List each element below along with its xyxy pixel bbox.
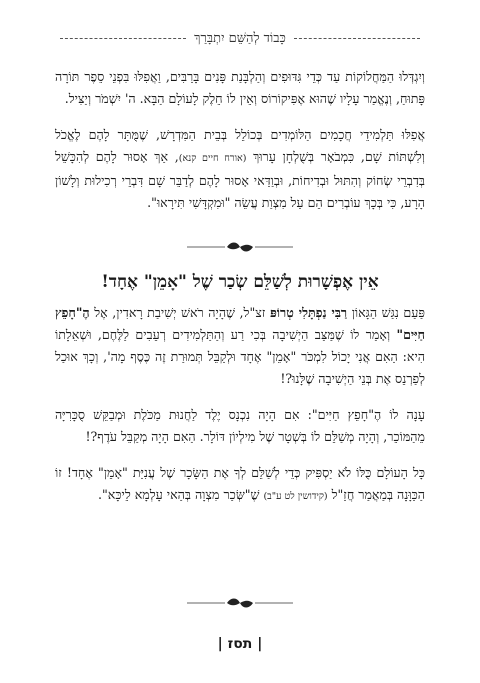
paragraph: כָּל הָעוֹלָם כֻּלּוֹ לֹא יַסְפִּיק כְּדֵי לְשַׁלֵּם לְךָ אֶת הַשָּׂכָר שֶׁל עֲנִיַּת "אָמֵן" אֶחָד! זוֹ הַכַּוָּנָה בְּמַאֲמַר חֲזַ"ל (קידושין לט ע"ב) שֶׁ"שְּׂכַר מִצְוָה בְּהַאי עָלְמָא לֵיכָּא". bbox=[55, 465, 425, 502]
source-reference: (אורח חיים קנא) bbox=[178, 153, 247, 164]
section-title: אֵין אֶפְשָׁרוּת לְשַׁלֵּם שְׂכַר שֶׁל "אָמֵן" אֶחָד! bbox=[101, 272, 379, 292]
page-number: | תסז | bbox=[217, 636, 263, 652]
header-dashed-line-right bbox=[294, 38, 420, 39]
body-text-top bbox=[55, 66, 425, 228]
body-text-bottom bbox=[55, 302, 425, 522]
ornamental-divider bbox=[185, 240, 295, 254]
paragraph: וְיִגְדְּלוּ הַמַּחֲלוֹקוֹת עַד כְּדֵי גִּדּוּפִים וְהַלְבָּנַת פָּנִים בָּרַבִּים, וַאֲפִלּוּ בִּפְנֵי סֵפֶר תּוֹרָה פָּתוּחַ, וְנֶאֱמַר עָלָיו שֶׁהוּא אֶפִּיקוֹרוֹס וְאֵין לוֹ חֵלֶק לָעוֹלָם הַבָּא. ה' יִשְׁמֹר וְיַצִּיל. bbox=[55, 69, 425, 106]
source-reference: (קידושין לט ע"ב) bbox=[263, 491, 328, 502]
bold-name: רַבִּי נַפְתָּלִי טְרוֹפּ bbox=[269, 305, 348, 320]
ornamental-divider bbox=[185, 596, 295, 610]
header-dashed-line-left bbox=[60, 38, 186, 39]
divider-ornament-icon bbox=[185, 240, 295, 254]
paragraph: עָנָה לוֹ הֶ"חָפֵץ חַיִּים": אִם הָיָה נִכְנָס יֶלֶד לַחֲנוּת מַכֹּלֶת וּמְבַקֵּשׁ סֻכָּרִיָּה מֵהַמּוֹכֵר, וְהָיָה מְשַׁלֵּם לוֹ בְּשְׁטָר שֶׁל מִילְיוֹן דּוֹלָר. הַאִם הָיָה מְקַבֵּל עֹדֶף?! bbox=[55, 407, 425, 444]
running-header-title: כָּבוֹד לְהַשֵּׁם יִתְבָּרַךְ bbox=[194, 31, 286, 46]
bold-name: הֶ"חָפֵץ חַיִּים" bbox=[55, 305, 425, 342]
paragraph: פַּעַם נִגַּשׁ הַגָּאוֹן רַבִּי נַפְתָּלִי טְרוֹפּ זצ"ל, שֶׁהָיָה רֹאשׁ יְשִׁיבַת רָאדִין, אֶל הֶ"חָפֵץ חַיִּים" וְאָמַר לוֹ שֶׁמַּצַּב הַיְשִׁיבָה בְּכִי רַע וְהַתַּלְמִידִים רְעֵבִים לַלֶּחֶם, וּשְׁאֵלָתוֹ הִיא: הַאִם אֲנִי יָכוֹל לִמְכֹּר "אָמֵן" אֶחָד וּלְקַבֵּל תְּמוּרַת זֶה כֶּסֶף מָה', וְכָךְ אוּכַל לְפַרְנֵס אֶת בְּנֵי הַיְשִׁיבָה שֶׁלָּנוּ?! bbox=[55, 305, 425, 386]
paragraph: אֲפִלּוּ תַּלְמִידֵי חֲכָמִים הַלּוֹמְדִים בְּכוֹלֵל בְּבֵית הַמִּדְרָשׁ, שֶׁמֻּתָּר לָהֶם לֶאֱכֹל וְלִשְׁתּוֹת שָׁם, כִּמְבֹאָר בְּשֻׁלְחָן עָרוּךְ (אורח חיים קנא), אַךְ אָסוּר לָהֶם לְהִכָּשֵׁל בְּדִבְרֵי שְׂחוֹק וְהִתּוּל וּבְדִיחוֹת, וּבְוַדַּאי אָסוּר לָהֶם לְדַבֵּר שָׁם דִּבְרֵי רְכִילוּת וְלָשׁוֹן הָרָע, כִּי בְּכָךְ עוֹבְרִים הֵם עַל מִצְוַת עֲשֵׂה "וּמִקְדָּשִׁי תִּירָאוּ". bbox=[55, 127, 425, 210]
divider-ornament-icon bbox=[185, 596, 295, 610]
running-header bbox=[60, 30, 420, 46]
